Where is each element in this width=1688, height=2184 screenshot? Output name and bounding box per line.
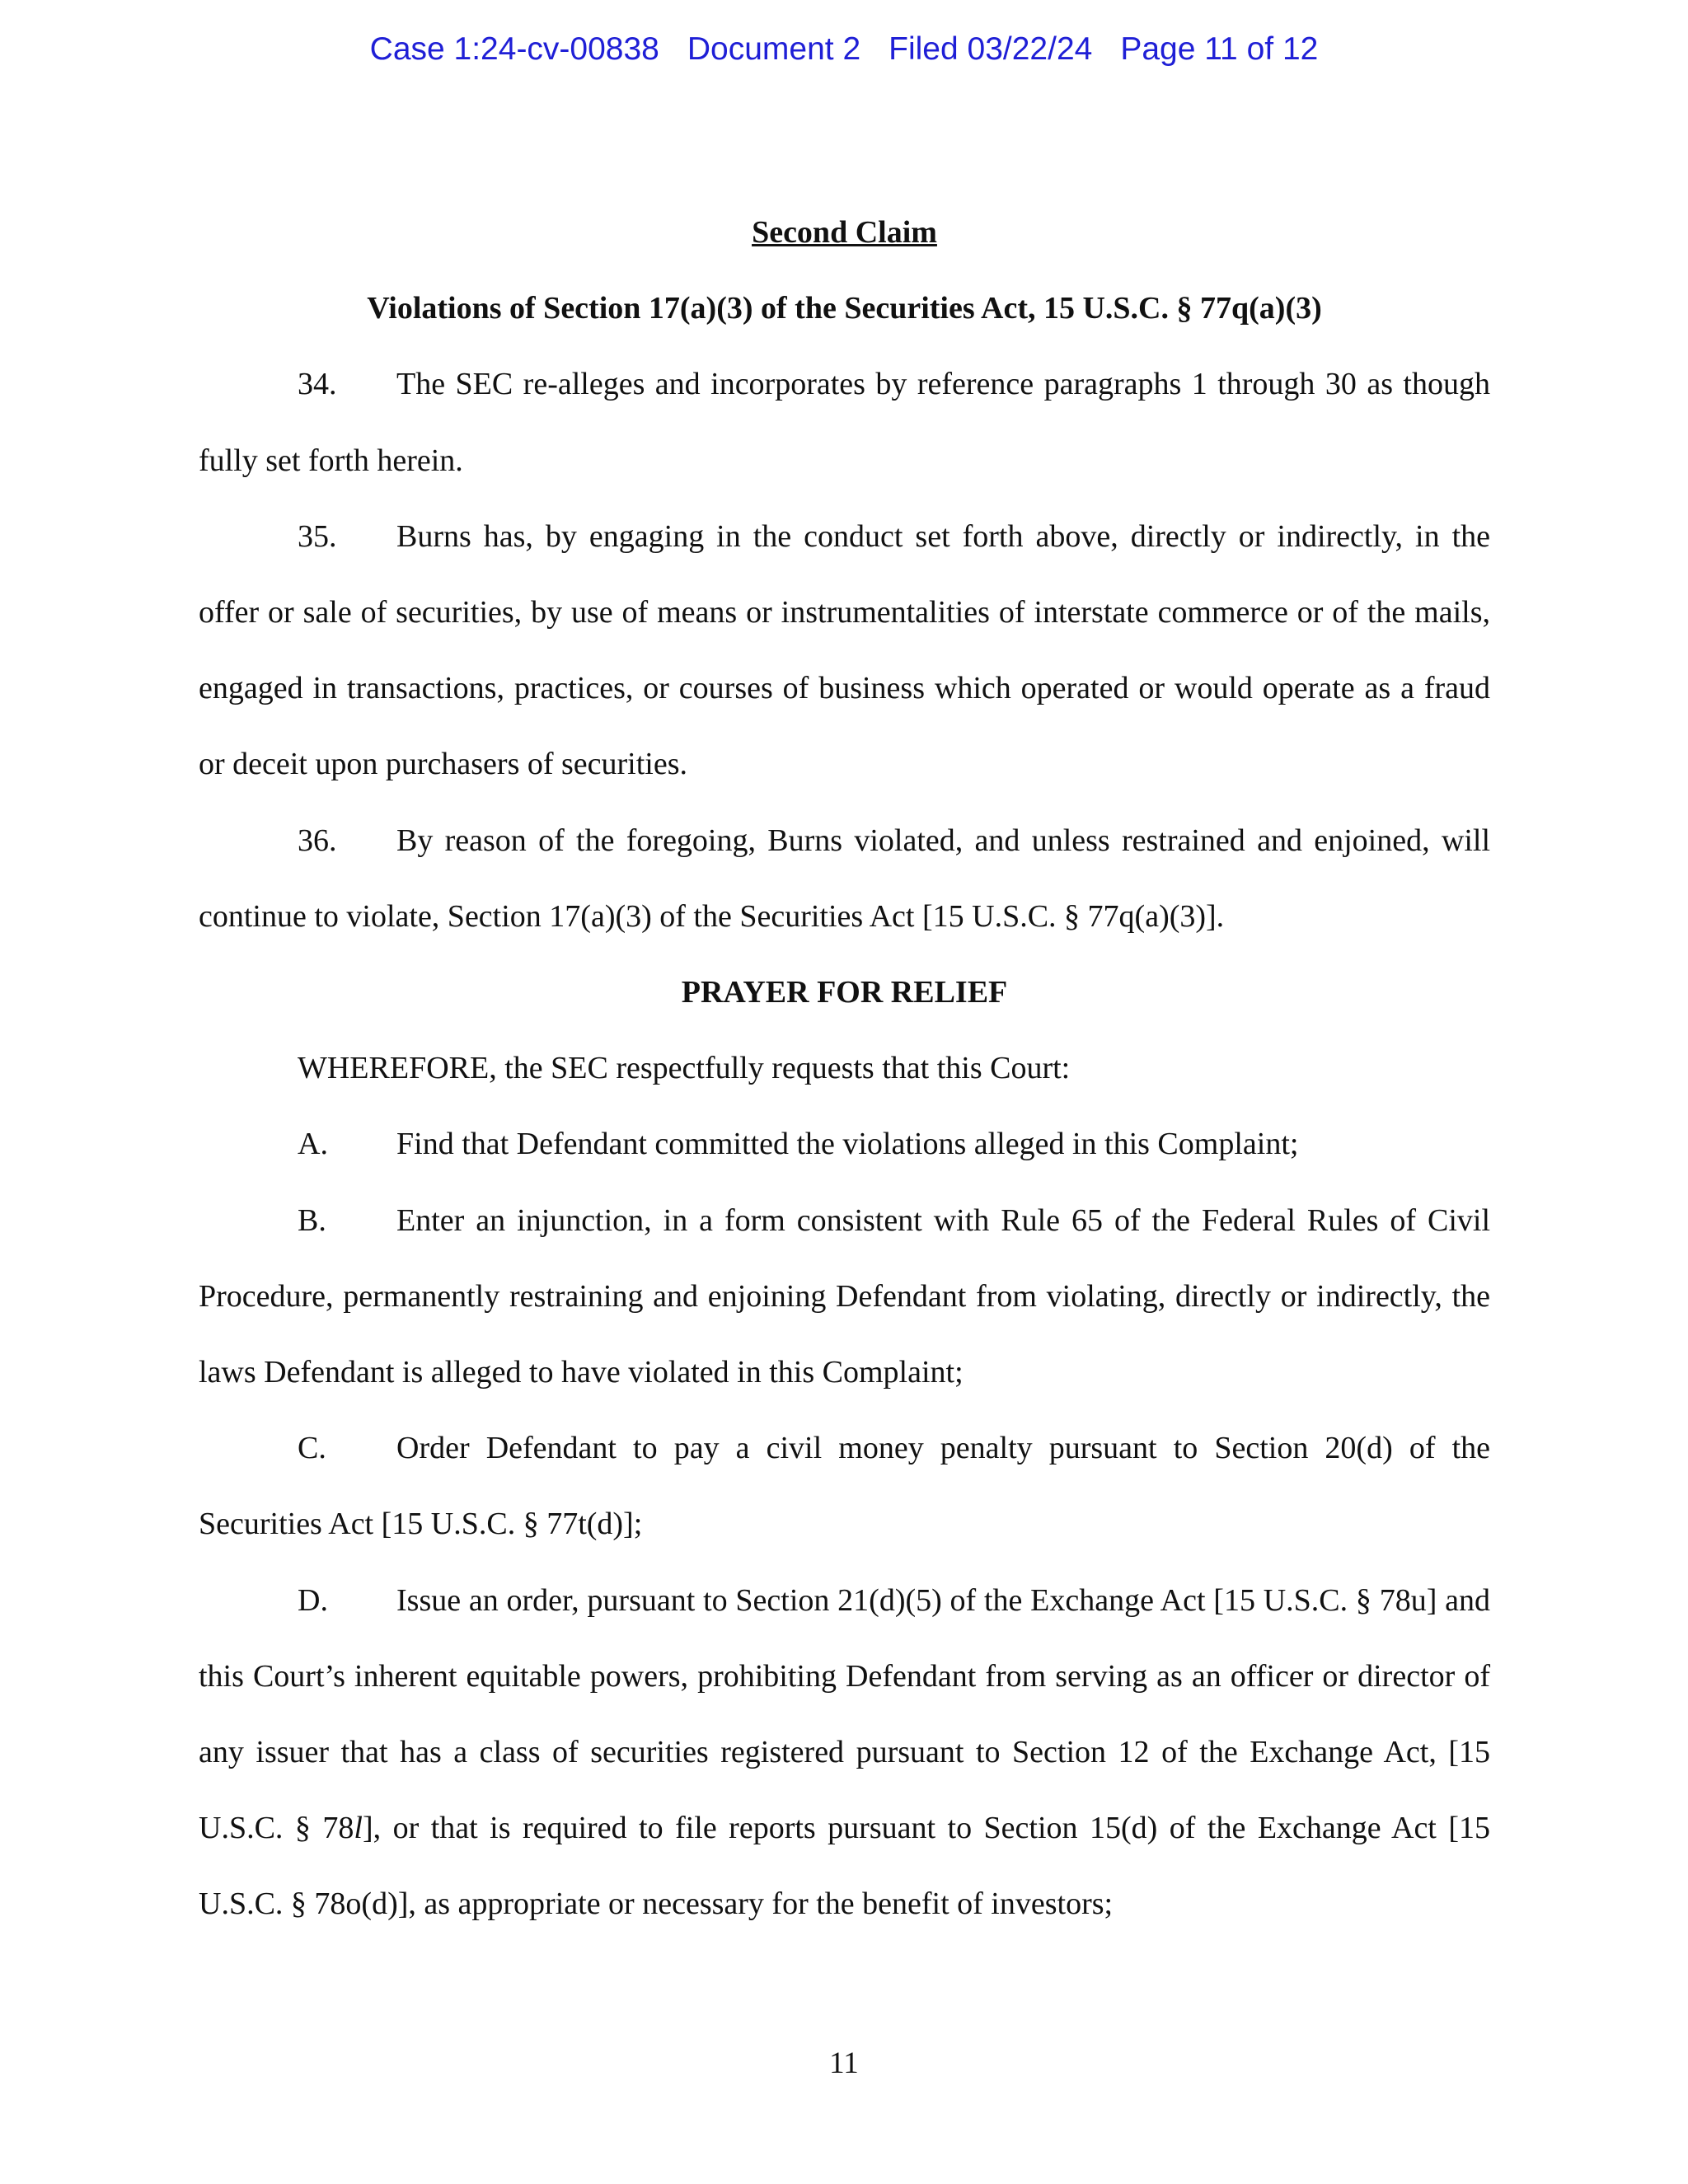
- relief-text: Enter an injunction, in a form consistent with Rule 65 of the Federal Rules of Civil Procedure, permanently restraining and enjoining Defendant from violating, directly or indirectly, the laws Defendant is alleged to have violated in this Complaint;: [199, 1202, 1490, 1390]
- paragraph-34: [199, 346, 1490, 498]
- filed-date: Filed 03/22/24: [889, 31, 1093, 67]
- relief-item-b: [199, 1183, 1490, 1411]
- claim-heading: Second Claim: [752, 215, 937, 250]
- relief-text-italic: l: [354, 1811, 363, 1846]
- paragraph-text: Burns has, by engaging in the conduct set forth above, directly or indirectly, in the offer or sale of securities, by use of means or instrumentalities of interstate commerce or of the mails, engaged in transactions, practices, or courses of business which operated or would operate as a fraud or deceit upon purchasers of securities.: [199, 518, 1490, 782]
- relief-item-d: [199, 1563, 1490, 1943]
- relief-letter: A.: [298, 1127, 328, 1162]
- case-number: Case 1:24-cv-00838: [369, 31, 659, 67]
- relief-text-before: Issue an order, pursuant to Section 21(d)(5) of the Exchange Act [15 U.S.C. § 78u] and this Court’s inherent equitable powers, prohibiting Defendant from serving as an officer or director of any issuer that has a class of securities registered pursuant to Section 12 of the Exchange Act, [15 U.S.C. § 78: [199, 1582, 1490, 1846]
- page-number: 11: [829, 2046, 859, 2080]
- prayer-intro: WHEREFORE, the SEC respectfully requests that this Court:: [298, 1051, 1071, 1086]
- paragraph-number: 36.: [298, 823, 337, 858]
- document-number: Document 2: [687, 31, 861, 67]
- relief-item-c: [199, 1410, 1490, 1562]
- paragraph-number: 35.: [298, 518, 337, 554]
- ecf-header-stamp: [0, 31, 1688, 68]
- relief-letter: D.: [298, 1582, 328, 1618]
- page-count: Page 11 of 12: [1120, 31, 1319, 67]
- relief-text: Find that Defendant committed the violations alleged in this Complaint;: [396, 1127, 1299, 1162]
- paragraph-36: [199, 803, 1490, 954]
- paragraph-text: By reason of the foregoing, Burns violated, and unless restrained and enjoined, will continue to violate, Section 17(a)(3) of the Securities Act [15 U.S.C. § 77q(a)(3)].: [199, 823, 1490, 934]
- paragraph-text: The SEC re-alleges and incorporates by reference paragraphs 1 through 30 as though fully set forth herein.: [199, 367, 1490, 478]
- prayer-heading: PRAYER FOR RELIEF: [681, 975, 1008, 1010]
- relief-letter: C.: [298, 1431, 326, 1466]
- relief-text-after: ], or that is required to file reports pursuant to Section 15(d) of the Exchange Act [15 U.S.C. § 78o(d)], as appropriate or necessary for the benefit of investors;: [199, 1811, 1490, 1922]
- relief-item-a: [199, 1106, 1490, 1182]
- document-body: [199, 194, 1490, 1943]
- relief-letter: B.: [298, 1202, 326, 1238]
- relief-text: Order Defendant to pay a civil money penalty pursuant to Section 20(d) of the Securities Act [15 U.S.C. § 77t(d)];: [199, 1431, 1490, 1542]
- claim-subheading: Violations of Section 17(a)(3) of the Securities Act, 15 U.S.C. § 77q(a)(3): [367, 291, 1322, 326]
- paragraph-number: 34.: [298, 367, 337, 402]
- paragraph-35: [199, 499, 1490, 803]
